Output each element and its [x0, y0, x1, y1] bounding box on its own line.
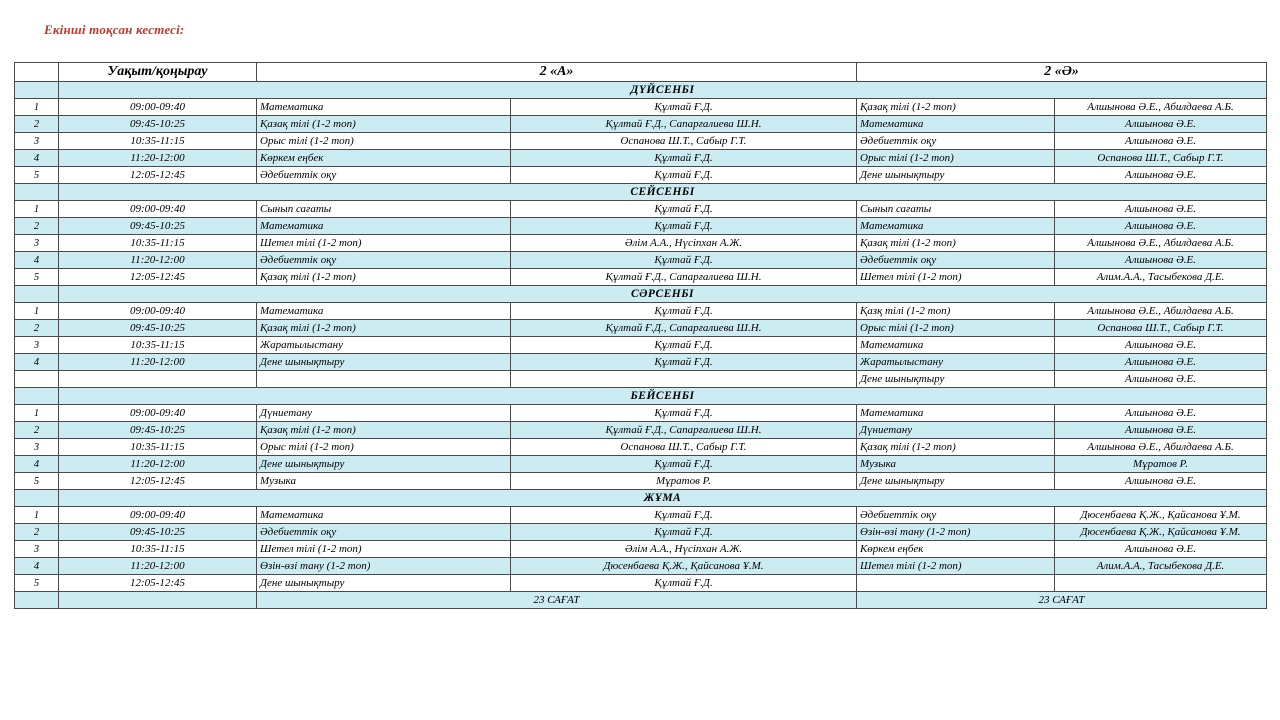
table-row: [15, 235, 1267, 252]
lesson-time: 11:20-12:00: [59, 456, 257, 473]
teacher-class-a: Құлтай Ғ.Д.: [511, 507, 857, 524]
lesson-time: 09:45-10:25: [59, 116, 257, 133]
teacher-class-b: Алшынова Ә.Е.: [1055, 218, 1267, 235]
teacher-class-b: Алшынова Ә.Е., Абилдаева А.Б.: [1055, 439, 1267, 456]
subject-class-b: Орыс тілі (1-2 топ): [857, 320, 1055, 337]
subject-class-b: [857, 575, 1055, 592]
table-row: [15, 422, 1267, 439]
lesson-number: 5: [15, 167, 59, 184]
table-body: [15, 82, 1267, 609]
table-row: [15, 167, 1267, 184]
teacher-class-a: Дюсенбаева Қ.Ж., Қайсанова Ұ.М.: [511, 558, 857, 575]
table-row: [15, 541, 1267, 558]
subject-class-a: Шетел тілі (1-2 топ): [257, 235, 511, 252]
lesson-time: 12:05-12:45: [59, 575, 257, 592]
lesson-time: 11:20-12:00: [59, 150, 257, 167]
table-row: [15, 371, 1267, 388]
day-header-row: [15, 286, 1267, 303]
table-row: [15, 320, 1267, 337]
teacher-class-a: Құлтай Ғ.Д., Сапарғалиева Ш.Н.: [511, 269, 857, 286]
table-row: [15, 201, 1267, 218]
subject-class-b: Дене шынықтыру: [857, 167, 1055, 184]
subject-class-a: Математика: [257, 507, 511, 524]
subject-class-a: Көркем еңбек: [257, 150, 511, 167]
subject-class-a: Дене шынықтыру: [257, 456, 511, 473]
table-row: [15, 218, 1267, 235]
table-row: [15, 456, 1267, 473]
table-row: [15, 252, 1267, 269]
lesson-number: 2: [15, 218, 59, 235]
teacher-class-b: Алшынова Ә.Е.: [1055, 422, 1267, 439]
lesson-number: 2: [15, 422, 59, 439]
teacher-class-a: Құлтай Ғ.Д., Сапарғалиева Ш.Н.: [511, 422, 857, 439]
day-name: СӘРСЕНБІ: [59, 286, 1267, 303]
lesson-time: 09:00-09:40: [59, 201, 257, 218]
totals-row: [15, 592, 1267, 609]
subject-class-a: Әдебиеттік оқу: [257, 167, 511, 184]
lesson-number: [15, 371, 59, 388]
teacher-class-b: Алшынова Ә.Е.: [1055, 133, 1267, 150]
header-class-a: 2 «А»: [257, 63, 857, 82]
lesson-time: 10:35-11:15: [59, 541, 257, 558]
teacher-class-a: Әлім А.А., Нүсіпхан А.Ж.: [511, 541, 857, 558]
subject-class-a: Қазақ тілі (1-2 топ): [257, 422, 511, 439]
day-header-spacer: [15, 388, 59, 405]
subject-class-b: Сынып сағаты: [857, 201, 1055, 218]
subject-class-a: Орыс тілі (1-2 топ): [257, 133, 511, 150]
lesson-number: 2: [15, 116, 59, 133]
teacher-class-a: [511, 371, 857, 388]
table-row: [15, 133, 1267, 150]
page-title: Екінші тоқсан кестесі:: [44, 22, 185, 37]
subject-class-a: Дене шынықтыру: [257, 354, 511, 371]
teacher-class-b: Алшынова Ә.Е.: [1055, 473, 1267, 490]
teacher-class-b: Оспанова Ш.Т., Сабыр Г.Т.: [1055, 150, 1267, 167]
subject-class-b: Қазақ тілі (1-2 топ): [857, 439, 1055, 456]
lesson-number: 1: [15, 507, 59, 524]
total-hours-class-a: 23 САҒАТ: [257, 592, 857, 609]
teacher-class-b: Оспанова Ш.Т., Сабыр Г.Т.: [1055, 320, 1267, 337]
table-row: [15, 473, 1267, 490]
lesson-time: 10:35-11:15: [59, 337, 257, 354]
teacher-class-a: Оспанова Ш.Т., Сабыр Г.Т.: [511, 133, 857, 150]
teacher-class-a: Оспанова Ш.Т., Сабыр Г.Т.: [511, 439, 857, 456]
teacher-class-a: Құлтай Ғ.Д.: [511, 218, 857, 235]
lesson-number: 4: [15, 252, 59, 269]
lesson-number: 3: [15, 235, 59, 252]
day-header-spacer: [15, 490, 59, 507]
header-row: [15, 63, 1267, 82]
subject-class-b: Математика: [857, 218, 1055, 235]
teacher-class-a: Құлтай Ғ.Д., Сапарғалиева Ш.Н.: [511, 116, 857, 133]
lesson-time: 12:05-12:45: [59, 167, 257, 184]
lesson-number: 4: [15, 354, 59, 371]
lesson-time: 09:00-09:40: [59, 507, 257, 524]
subject-class-a: Дене шынықтыру: [257, 575, 511, 592]
subject-class-a: Өзін-өзі тану (1-2 топ): [257, 558, 511, 575]
teacher-class-b: Алшынова Ә.Е.: [1055, 116, 1267, 133]
lesson-number: 3: [15, 133, 59, 150]
subject-class-b: Дүниетану: [857, 422, 1055, 439]
lesson-time: 12:05-12:45: [59, 473, 257, 490]
subject-class-b: Шетел тілі (1-2 топ): [857, 269, 1055, 286]
subject-class-a: Математика: [257, 218, 511, 235]
subject-class-a: Орыс тілі (1-2 топ): [257, 439, 511, 456]
table-row: [15, 405, 1267, 422]
day-header-row: [15, 490, 1267, 507]
lesson-time: 09:00-09:40: [59, 405, 257, 422]
subject-class-b: Жаратылыстану: [857, 354, 1055, 371]
teacher-class-b: Алим.А.А., Тасыбекова Д.Е.: [1055, 558, 1267, 575]
teacher-class-b: Алшынова Ә.Е.: [1055, 541, 1267, 558]
teacher-class-a: Құлтай Ғ.Д.: [511, 150, 857, 167]
lesson-number: 4: [15, 558, 59, 575]
subject-class-b: Әдебиеттік оқу: [857, 133, 1055, 150]
day-header-spacer: [15, 286, 59, 303]
table-header: [15, 63, 1267, 82]
subject-class-a: Әдебиеттік оқу: [257, 252, 511, 269]
lesson-time: 10:35-11:15: [59, 235, 257, 252]
teacher-class-a: Әлім А.А., Нүсіпхан А.Ж.: [511, 235, 857, 252]
lesson-number: 2: [15, 524, 59, 541]
teacher-class-a: Құлтай Ғ.Д.: [511, 201, 857, 218]
subject-class-b: Орыс тілі (1-2 топ): [857, 150, 1055, 167]
lesson-time: 09:45-10:25: [59, 524, 257, 541]
teacher-class-b: Алшынова Ә.Е.: [1055, 371, 1267, 388]
lesson-time: [59, 371, 257, 388]
subject-class-a: Жаратылыстану: [257, 337, 511, 354]
subject-class-a: [257, 371, 511, 388]
day-header-spacer: [15, 184, 59, 201]
subject-class-b: Музыка: [857, 456, 1055, 473]
teacher-class-a: Құлтай Ғ.Д.: [511, 252, 857, 269]
lesson-number: 1: [15, 201, 59, 218]
lesson-number: 1: [15, 405, 59, 422]
teacher-class-b: Алшынова Ә.Е.: [1055, 405, 1267, 422]
teacher-class-a: Құлтай Ғ.Д.: [511, 405, 857, 422]
lesson-number: 3: [15, 337, 59, 354]
lesson-time: 09:00-09:40: [59, 303, 257, 320]
table-row: [15, 575, 1267, 592]
teacher-class-b: Дюсенбаева Қ.Ж., Қайсанова Ұ.М.: [1055, 507, 1267, 524]
day-name: БЕЙСЕНБІ: [59, 388, 1267, 405]
subject-class-a: Музыка: [257, 473, 511, 490]
lesson-number: 1: [15, 99, 59, 116]
schedule-table: [14, 62, 1267, 609]
teacher-class-a: Құлтай Ғ.Д.: [511, 575, 857, 592]
teacher-class-a: Құлтай Ғ.Д.: [511, 303, 857, 320]
totals-spacer-number: [15, 592, 59, 609]
day-header-row: [15, 184, 1267, 201]
subject-class-b: Қазақ тілі (1-2 топ): [857, 235, 1055, 252]
table-row: [15, 439, 1267, 456]
lesson-number: 5: [15, 575, 59, 592]
lesson-time: 09:45-10:25: [59, 422, 257, 439]
teacher-class-b: Алшынова Ә.Е.: [1055, 167, 1267, 184]
teacher-class-b: Дюсенбаева Қ.Ж., Қайсанова Ұ.М.: [1055, 524, 1267, 541]
subject-class-b: Қазқ тілі (1-2 топ): [857, 303, 1055, 320]
subject-class-a: Математика: [257, 303, 511, 320]
lesson-time: 10:35-11:15: [59, 133, 257, 150]
day-name: ДҮЙСЕНБІ: [59, 82, 1267, 99]
subject-class-b: Дене шынықтыру: [857, 473, 1055, 490]
teacher-class-a: Мұратов Р.: [511, 473, 857, 490]
teacher-class-b: [1055, 575, 1267, 592]
teacher-class-b: Алшынова Ә.Е.: [1055, 201, 1267, 218]
teacher-class-b: Алшынова Ә.Е., Абилдаева А.Б.: [1055, 303, 1267, 320]
table-row: [15, 558, 1267, 575]
lesson-number: 1: [15, 303, 59, 320]
lesson-time: 11:20-12:00: [59, 558, 257, 575]
subject-class-a: Қазақ тілі (1-2 топ): [257, 320, 511, 337]
teacher-class-b: Алшынова Ә.Е., Абилдаева А.Б.: [1055, 235, 1267, 252]
lesson-number: 4: [15, 456, 59, 473]
table-row: [15, 116, 1267, 133]
lesson-time: 09:00-09:40: [59, 99, 257, 116]
subject-class-b: Математика: [857, 405, 1055, 422]
teacher-class-a: Құлтай Ғ.Д.: [511, 99, 857, 116]
subject-class-b: Өзін-өзі тану (1-2 топ): [857, 524, 1055, 541]
teacher-class-a: Құлтай Ғ.Д.: [511, 354, 857, 371]
teacher-class-b: Алим.А.А., Тасыбекова Д.Е.: [1055, 269, 1267, 286]
subject-class-b: Әдебиеттік оқу: [857, 252, 1055, 269]
teacher-class-a: Құлтай Ғ.Д., Сапарғалиева Ш.Н.: [511, 320, 857, 337]
table-row: [15, 150, 1267, 167]
subject-class-b: Математика: [857, 116, 1055, 133]
lesson-number: 4: [15, 150, 59, 167]
subject-class-a: Әдебиеттік оқу: [257, 524, 511, 541]
table-row: [15, 507, 1267, 524]
header-time: Уақыт/қоңырау: [59, 63, 257, 82]
teacher-class-a: Құлтай Ғ.Д.: [511, 337, 857, 354]
teacher-class-b: Алшынова Ә.Е.: [1055, 337, 1267, 354]
subject-class-a: Дүниетану: [257, 405, 511, 422]
subject-class-a: Қазақ тілі (1-2 топ): [257, 269, 511, 286]
teacher-class-b: Алшынова Ә.Е.: [1055, 354, 1267, 371]
teacher-class-b: Мұратов Р.: [1055, 456, 1267, 473]
table-row: [15, 524, 1267, 541]
lesson-time: 10:35-11:15: [59, 439, 257, 456]
header-number: [15, 63, 59, 82]
day-name: ЖҰМА: [59, 490, 1267, 507]
table-row: [15, 269, 1267, 286]
table-row: [15, 337, 1267, 354]
subject-class-b: Дене шынықтыру: [857, 371, 1055, 388]
day-name: СЕЙСЕНБІ: [59, 184, 1267, 201]
table-row: [15, 99, 1267, 116]
subject-class-b: Әдебиеттік оқу: [857, 507, 1055, 524]
total-hours-class-b: 23 САҒАТ: [857, 592, 1267, 609]
subject-class-b: Математика: [857, 337, 1055, 354]
header-class-b: 2 «Ә»: [857, 63, 1267, 82]
subject-class-a: Қазақ тілі (1-2 топ): [257, 116, 511, 133]
subject-class-a: Сынып сағаты: [257, 201, 511, 218]
lesson-number: 5: [15, 269, 59, 286]
day-header-spacer: [15, 82, 59, 99]
lesson-time: 12:05-12:45: [59, 269, 257, 286]
subject-class-b: Шетел тілі (1-2 топ): [857, 558, 1055, 575]
subject-class-a: Математика: [257, 99, 511, 116]
table-row: [15, 354, 1267, 371]
subject-class-a: Шетел тілі (1-2 топ): [257, 541, 511, 558]
teacher-class-a: Құлтай Ғ.Д.: [511, 167, 857, 184]
lesson-number: 5: [15, 473, 59, 490]
teacher-class-b: Алшынова Ә.Е., Абилдаева А.Б.: [1055, 99, 1267, 116]
teacher-class-b: Алшынова Ә.Е.: [1055, 252, 1267, 269]
lesson-time: 09:45-10:25: [59, 218, 257, 235]
lesson-number: 2: [15, 320, 59, 337]
day-header-row: [15, 388, 1267, 405]
lesson-time: 11:20-12:00: [59, 354, 257, 371]
table-row: [15, 303, 1267, 320]
teacher-class-a: Құлтай Ғ.Д.: [511, 456, 857, 473]
lesson-number: 3: [15, 541, 59, 558]
lesson-number: 3: [15, 439, 59, 456]
subject-class-b: Көркем еңбек: [857, 541, 1055, 558]
lesson-time: 11:20-12:00: [59, 252, 257, 269]
totals-spacer-time: [59, 592, 257, 609]
day-header-row: [15, 82, 1267, 99]
teacher-class-a: Құлтай Ғ.Д.: [511, 524, 857, 541]
lesson-time: 09:45-10:25: [59, 320, 257, 337]
subject-class-b: Қазақ тілі (1-2 топ): [857, 99, 1055, 116]
